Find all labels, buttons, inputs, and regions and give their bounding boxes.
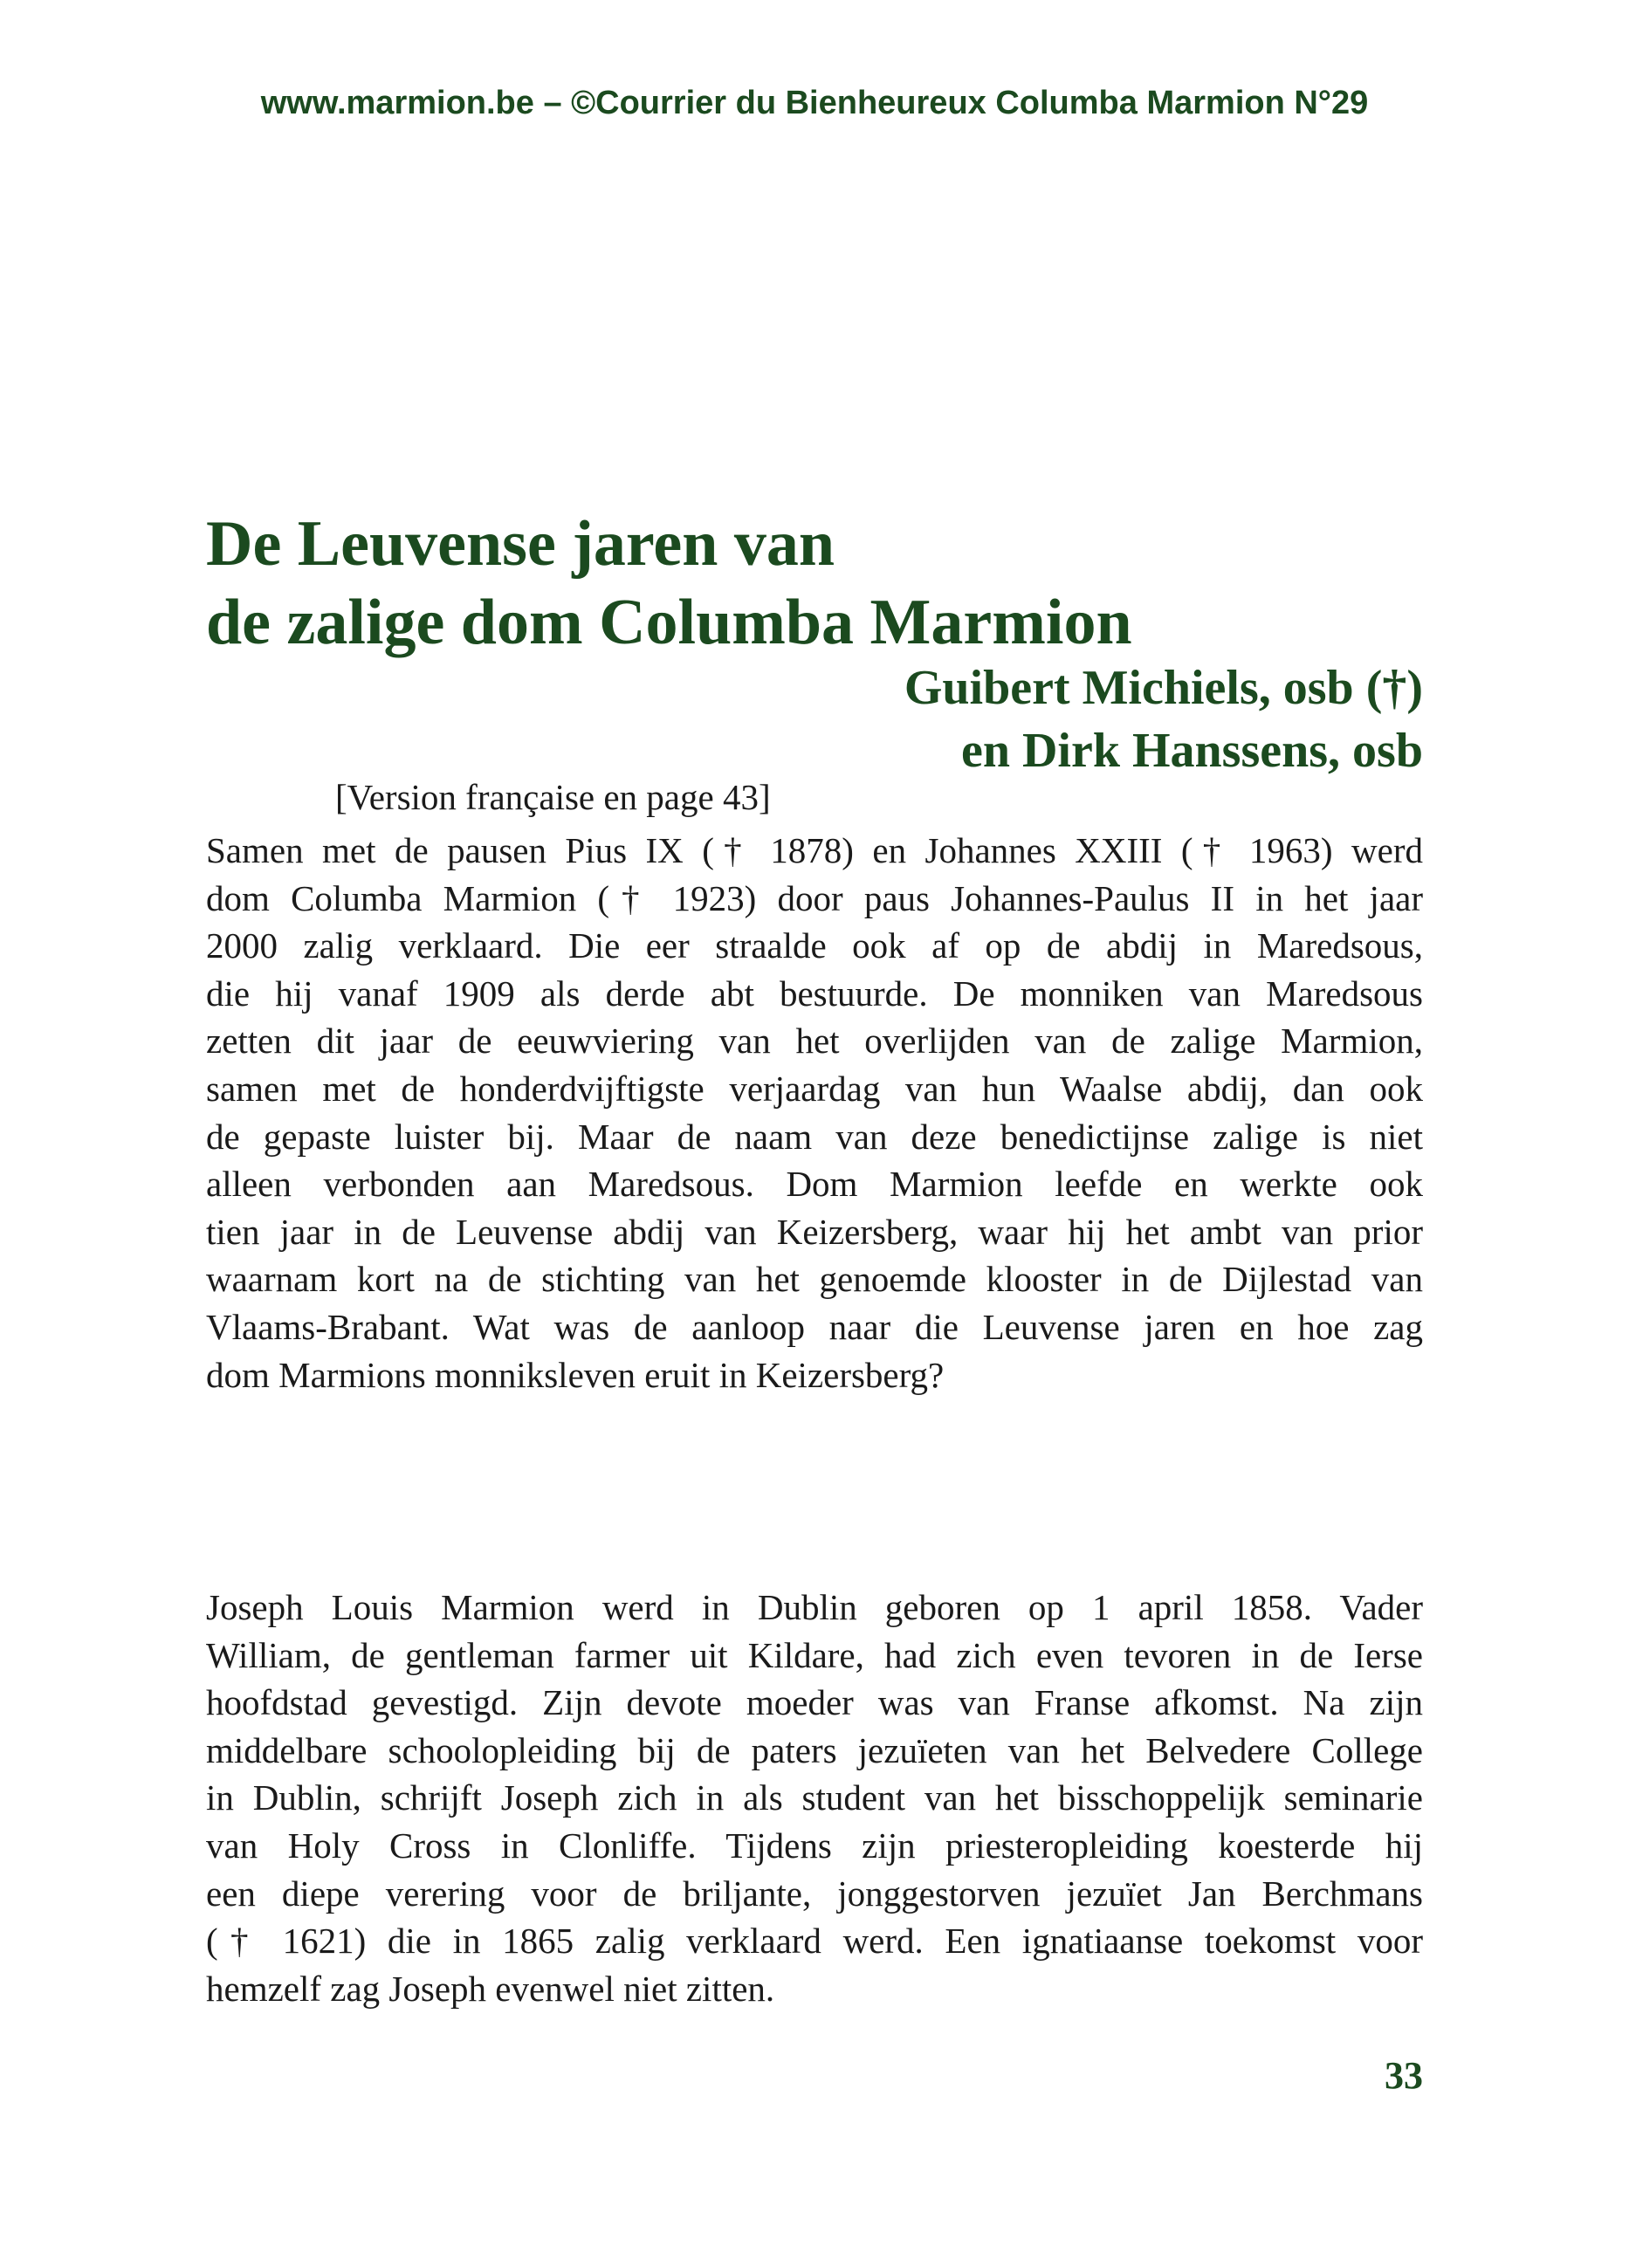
- text-line: waarnam kort na de stichting van het genoemde klooster in de Dijlestad van: [206, 1259, 1423, 1300]
- text-line: samen met de honderdvijftigste verjaardag van hun Waalse abdij, dan ook: [206, 1068, 1423, 1109]
- text-line: 2000 zalig verklaard. Die eer straalde ook af op de abdij in Maredsous,: [206, 925, 1423, 966]
- text-line: de gepaste luister bij. Maar de naam van deze benedictijnse zalige is niet: [206, 1116, 1423, 1157]
- text-line: Joseph Louis Marmion werd in Dublin geboren op 1 april 1858. Vader: [206, 1587, 1423, 1627]
- text-line: zetten dit jaar de eeuwviering van het overlijden van de zalige Marmion,: [206, 1021, 1423, 1062]
- version-note: [Version française en page 43]: [335, 777, 771, 817]
- author-line: Guibert Michiels, osb (†): [904, 661, 1423, 715]
- text-line: alleen verbonden aan Maredsous. Dom Marmion leefde en werkte ook: [206, 1164, 1423, 1205]
- title-line: De Leuvense jaren van: [206, 508, 835, 580]
- title-line: de zalige dom Columba Marmion: [206, 587, 1132, 658]
- page-number: 33: [1385, 2054, 1423, 2097]
- text-line: Samen met de pausen Pius IX († 1878) en Johannes XXIII († 1963) werd: [206, 830, 1423, 870]
- text-line: dom Columba Marmion († 1923) door paus Johannes-Paulus II in het jaar: [206, 877, 1423, 918]
- text-line: van Holy Cross in Clonliffe. Tijdens zijn priesteropleiding koesterde hij: [206, 1825, 1423, 1866]
- text-line: hemzelf zag Joseph evenwel niet zitten.: [206, 1968, 775, 2009]
- text-line: die hij vanaf 1909 als derde abt bestuurde. De monniken van Maredsous: [206, 972, 1423, 1014]
- text-line: William, de gentleman farmer uit Kildare, had zich even tevoren in de Ierse: [206, 1634, 1423, 1675]
- article-title: [206, 505, 1423, 662]
- text-line: in Dublin, schrijft Joseph zich in als student van het bisschoppelijk seminarie: [206, 1777, 1423, 1818]
- text-line: tien jaar in de Leuvense abdij van Keizersberg, waar hij het ambt van prior: [206, 1211, 1423, 1252]
- intro-paragraph: [206, 827, 1423, 1399]
- text-line: Vlaams-Brabant. Wat was de aanloop naar die Leuvense jaren en hoe zag: [206, 1306, 1423, 1347]
- text-line: dom Marmions monniksleven eruit in Keizersberg?: [206, 1354, 945, 1395]
- text-line: middelbare schoolopleiding bij de paters jezuïeten van het Belvedere College: [206, 1729, 1423, 1770]
- article-authors: [206, 656, 1423, 782]
- text-line: hoofdstad gevestigd. Zijn devote moeder was van Franse afkomst. Na zijn: [206, 1682, 1423, 1723]
- text-line: († 1621) die in 1865 zalig verklaard werd. Een ignatiaanse toekomst voor: [206, 1921, 1423, 1962]
- body-paragraph: [206, 1584, 1423, 2012]
- running-header: www.marmion.be – ©Courrier du Bienheureux Columba Marmion N°29: [260, 85, 1369, 121]
- author-line: en Dirk Hanssens, osb: [960, 724, 1423, 778]
- text-line: een diepe verering voor de briljante, jonggestorven jezuïet Jan Berchmans: [206, 1873, 1423, 1914]
